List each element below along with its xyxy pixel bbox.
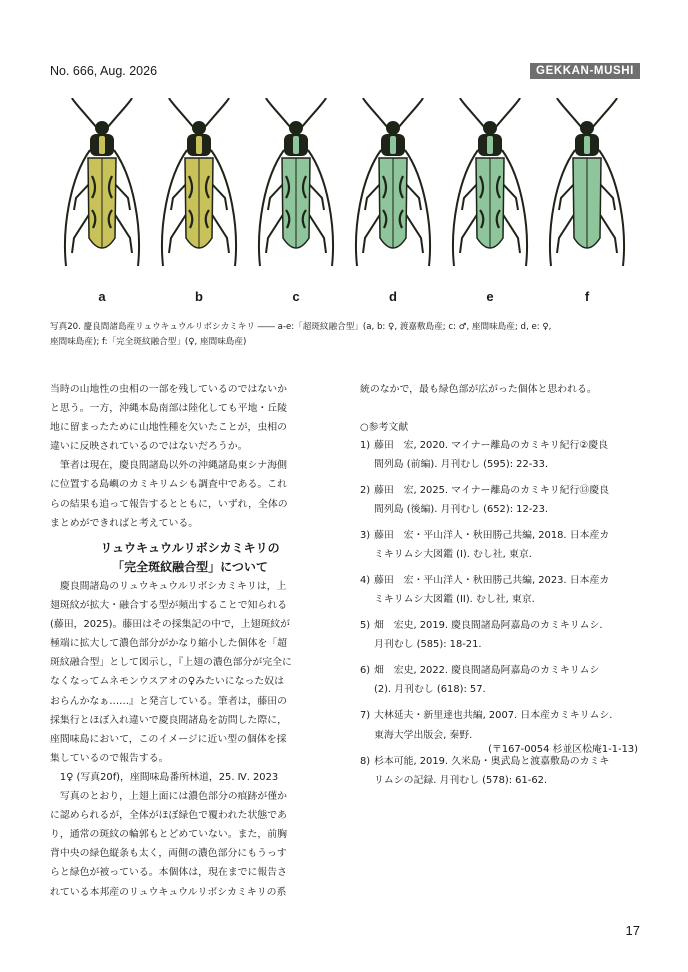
reference-text: 杉本可能, 2019. 久米島・奥武島と渡嘉敷島のカミキ [374, 755, 610, 767]
leg [211, 213, 229, 253]
antenna [259, 150, 284, 266]
right-column-body [360, 380, 638, 399]
body-line: 違いに反映されているのではないだろうか。 [50, 441, 248, 453]
beetle-head [192, 121, 206, 135]
left-column-body [50, 577, 330, 902]
specimen-label: f [584, 289, 590, 304]
reference-text: ミキリムシ大図鑑 (II). むし社, 東京. [374, 594, 535, 606]
reference-number: 1) [360, 440, 371, 451]
antenna [107, 98, 132, 128]
body-line: に位置する島嶼のカミキリムシも調査中である。これ [50, 479, 288, 491]
specimen-label: d [389, 289, 397, 304]
antenna [114, 150, 139, 266]
pronotum-stripe [584, 136, 590, 154]
leg [169, 213, 187, 253]
leg [365, 183, 381, 210]
leg [502, 213, 520, 253]
reference-text: 月刊むし (585): 18-21. [374, 639, 482, 651]
reference-text: 藤田 宏, 2025. マイナー離島のカミキリ紀行⑬慶良 [374, 485, 609, 497]
reference-item [360, 706, 638, 744]
pronotum-stripe [99, 136, 105, 154]
body-line: 統のなかで，最も緑色部が広がった個体と思われる。 [360, 384, 597, 395]
antenna [308, 150, 333, 266]
caption-line: 座間味島産); f:「完全斑紋融合型」(♀, 座間味島産) [50, 337, 247, 347]
body-line: らの結果も追って報告するとともに，いずれ，全体の [50, 498, 288, 510]
section-heading-line: リュウキュウルリボシカミキリの [100, 541, 280, 555]
antenna [398, 98, 423, 128]
reference-text: 藤田 宏, 2020. マイナー離島のカミキリ紀行②慶良 [374, 440, 608, 451]
body-line: 集しているので報告する。 [50, 752, 169, 764]
reference-item [360, 661, 638, 699]
beetle-photo-plate [50, 98, 640, 308]
leg [114, 183, 130, 210]
leg [74, 183, 90, 210]
pronotum-stripe [487, 136, 493, 154]
specimen-label: a [98, 289, 106, 304]
pronotum-stripe [293, 136, 299, 154]
pronotum-stripe [196, 136, 202, 154]
leg [460, 213, 478, 253]
leg [308, 213, 326, 253]
reference-text: 藤田 宏・平山洋人・秋田勝己共編, 2023. 日本産カ [374, 575, 610, 587]
journal-banner: GEKKAN-MUSHI [530, 63, 640, 79]
reference-text: 畑 宏史, 2022. 慶良間諸島阿嘉島のカミキリムシ [374, 665, 600, 677]
reference-item [360, 571, 638, 609]
antenna [204, 98, 229, 128]
antenna [211, 150, 236, 266]
body-line: り，通常の斑紋の輪郭もとどめていない。また，前胸 [50, 829, 288, 841]
reference-number: 2) [360, 485, 371, 497]
antenna [550, 150, 575, 266]
antenna [502, 150, 527, 266]
body-line: 採集行とほぼ入れ違いで慶良間諸島を訪問した際に， [50, 714, 288, 726]
body-line: おらんかなぁ……』と発言している。筆者は，藤田の [50, 695, 288, 707]
body-line: なくなってムネモンウスアオの♀みたいになった奴は [50, 676, 284, 688]
body-line: 1♀ (写真20f)，座間味島番所林道，25. Ⅳ. 2023 [50, 771, 279, 783]
reference-text: (2). 月刊むし (618): 57. [374, 684, 486, 696]
specimen-label: b [195, 289, 203, 304]
reference-text: 畑 宏史, 2019. 慶良間諸島阿嘉島のカミキリムシ. [374, 620, 603, 632]
leg [211, 183, 227, 210]
reference-number: 4) [360, 575, 371, 587]
reference-text: 東海大学出版会, 秦野. [374, 729, 473, 741]
leg [462, 183, 478, 210]
body-line: と思う。一方，沖縄本島南部は陸化しても平地・丘陵 [50, 403, 288, 415]
reference-text: 間列島 (前編). 月刊むし (595): 22-33. [374, 459, 548, 471]
beetle-specimen-c [259, 98, 333, 304]
antenna [405, 150, 430, 266]
figure-caption [50, 320, 640, 350]
reference-item [360, 752, 638, 790]
leg [599, 213, 617, 253]
body-line: に認められるが，全体がほぼ緑色で覆われた状態であ [50, 810, 288, 822]
body-line: 背中央の緑色縦条も太く，両側の濃色部分にもうっす [50, 848, 287, 860]
antenna [495, 98, 520, 128]
antenna [453, 150, 478, 266]
beetle-head [95, 121, 109, 135]
specimen-label: c [292, 289, 300, 304]
antenna [599, 150, 624, 266]
antenna [557, 98, 582, 128]
leg [559, 183, 575, 210]
issue-info: No. 666, Aug. 2026 [50, 64, 158, 78]
beetle-specimens [50, 98, 640, 308]
antenna [72, 98, 97, 128]
reference-number: 7) [360, 710, 371, 722]
reference-number: 8) [360, 755, 371, 767]
pronotum-stripe [390, 136, 396, 154]
antenna [460, 98, 485, 128]
beetle-head [483, 121, 497, 135]
reference-text: リムシの記録. 月刊むし (578): 61-62. [374, 774, 548, 786]
leg [266, 213, 284, 253]
body-line: まとめができればと考えている。 [50, 517, 199, 529]
leg [599, 183, 615, 210]
leg [114, 213, 132, 253]
page-number: 17 [625, 923, 640, 938]
antenna [65, 150, 90, 266]
body-line: 写真のとおり，上翅上面には濃色部分の痕跡が僅か [50, 791, 288, 803]
reference-item [360, 616, 638, 654]
reference-item [360, 481, 638, 519]
reference-item [360, 526, 638, 564]
leg [502, 183, 518, 210]
beetle-specimen-d [356, 98, 430, 304]
antenna [266, 98, 291, 128]
left-column-intro [50, 380, 330, 533]
body-line: 筆者は現在，慶良間諸島以外の沖縄諸島東シナ海側 [50, 460, 288, 472]
beetle-specimen-e [453, 98, 527, 304]
body-line: 当時の山地性の虫相の一部を残しているのではないか [50, 384, 288, 395]
reference-text: 大林延夫・新里達也共編, 2007. 日本産カミキリムシ. [374, 710, 613, 722]
author-address: (〒167-0054 杉並区松庵1-1-13) [488, 744, 638, 755]
reference-number: 5) [360, 620, 371, 632]
body-line: らと緑色が被っている。本個体は，現在までに報告さ [50, 867, 288, 879]
leg [405, 213, 423, 253]
leg [363, 213, 381, 253]
leg [308, 183, 324, 210]
leg [171, 183, 187, 210]
body-line: 斑紋融合型」として図示し，『上翅の濃色部分が完全に [50, 657, 292, 669]
leg [557, 213, 575, 253]
body-line: 翅斑紋が拡大・融合する型が頻出することで知られる [50, 600, 288, 612]
beetle-specimen-b [162, 98, 236, 304]
body-line: れている本邦産のリュウキュウルリボシカミキリの系 [50, 886, 287, 898]
body-line: 地に留まったために山地性種を欠いたことが，虫相の [50, 422, 288, 434]
antenna [356, 150, 381, 266]
antenna [363, 98, 388, 128]
reference-item [360, 436, 638, 474]
references-heading: ○参考文献 [360, 422, 409, 433]
reference-text: ミキリムシ大図鑑 (I). むし社, 東京. [374, 549, 532, 561]
body-line: 慶良間諸島のリュウキュウルリボシカミキリは，上 [50, 581, 287, 592]
beetle-specimen-f [550, 98, 624, 304]
section-heading [50, 539, 330, 577]
reference-text: 藤田 宏・平山洋人・秋田勝己共編, 2018. 日本産カ [374, 530, 610, 542]
section-heading-line: 「完全斑紋融合型」について [112, 560, 268, 574]
leg [268, 183, 284, 210]
antenna [301, 98, 326, 128]
reference-number: 3) [360, 530, 371, 542]
body-line: 座間味島において，このイメージに近い型の個体を採 [50, 733, 287, 745]
body-line: (藤田，2025)。藤田はその採集記の中で，上翅斑紋が [50, 619, 291, 631]
beetle-specimen-a [65, 98, 139, 304]
antenna [162, 150, 187, 266]
reference-number: 6) [360, 665, 371, 677]
specimen-label: e [486, 289, 494, 304]
reference-text: 間列島 (後編). 月刊むし (652): 12-23. [374, 504, 548, 516]
beetle-head [580, 121, 594, 135]
antenna [169, 98, 194, 128]
body-line: 極端に拡大して濃色部分がかなり縮小した個体を「超 [50, 638, 288, 650]
antenna [592, 98, 617, 128]
leg [72, 213, 90, 253]
leg [405, 183, 421, 210]
beetle-head [386, 121, 400, 135]
caption-line: 写真20. 慶良間諸島産リュウキュウルリボシカミキリ ―― a-e:「超斑紋融合型」(a, b: ♀, 渡嘉敷島産; c: ♂, 座間味島産; d, e: ♀, [50, 322, 552, 332]
beetle-head [289, 121, 303, 135]
